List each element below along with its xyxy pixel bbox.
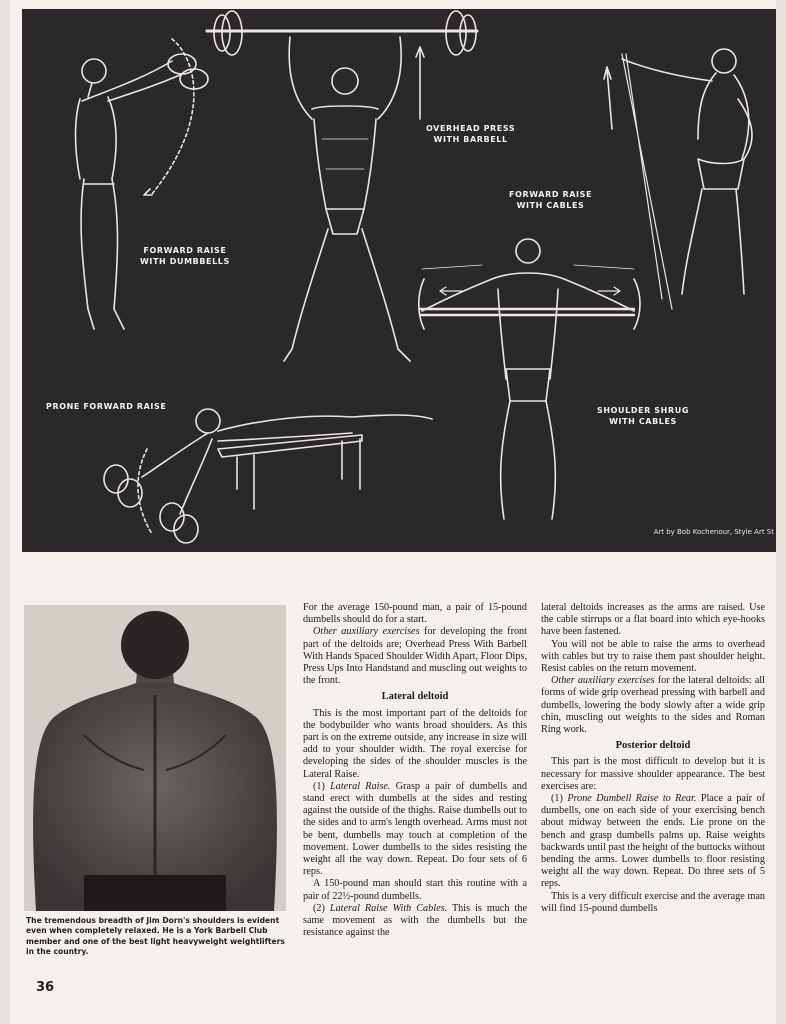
section-heading-posterior-deltoid: Posterior deltoid (615, 740, 691, 752)
paragraph: lateral deltoids increases as the arms are raised. Use the cable stirrups or a flat board into which eye-hooks have been fastened. (541, 602, 765, 638)
item-number: (2) (313, 902, 330, 914)
caption-forward-raise-dumbbells (140, 245, 230, 267)
italic-phrase: Lateral Raise With Cables. (329, 902, 448, 914)
figure-sketches (22, 9, 776, 552)
item-number: (1) (313, 780, 331, 792)
italic-phrase: Lateral Raise. (330, 780, 391, 792)
caption-shoulder-shrug (597, 405, 689, 427)
art-credit: Art by Bob Kochenour, Style Art St (653, 528, 774, 536)
text-column-1 (303, 602, 527, 939)
paragraph-text: Grasp a pair of dumbells and stand erect with dumbells at the sides and resting against the outside of the thighs. Raise dumbells out to the sides and to arm's length overhead. Arms must not be bent, dumbells may touch at completion of the movement. Lower dumbells to the sides resisting the weight all the way down. Repeat. Do four sets of 6 reps. (303, 780, 527, 878)
caption-line: WITH CABLES (516, 201, 585, 210)
text-column-2 (541, 602, 765, 915)
caption-overhead-press (426, 123, 515, 145)
italic-phrase: Other auxiliary exercises (313, 626, 420, 638)
figure-forward-raise-cables (604, 49, 752, 309)
paragraph: A 150-pound man should start this routine with a pair of 22½-pound dumbells. (303, 878, 527, 902)
paragraph-text: for the lateral deltoids: all forms of wide grip overhead pressing with barbell and dumbells, lowering the body slowly after a wide grip chin, muscling out weights to the sides and Roman Ring work. (541, 675, 765, 736)
paragraph: This is the most important part of the deltoids for the bodybuilder who wants broad shoulders. As this part is on the extreme outside, any increase in size will add to your shoulder width. The royal exercise for developing the sides of the shoulder muscles is the Lateral Raise. (303, 707, 527, 780)
paragraph-text: for developing the front part of the deltoids are; Overhead Press With Barbell With Hands Spaced Shoulder Width Apart, Floor Dips, Press Ups Into Handstand and muscling out weights to the front. (303, 626, 527, 687)
caption-line: WITH DUMBBELLS (140, 257, 230, 266)
paragraph (303, 626, 527, 687)
figure-prone-forward-raise (104, 409, 432, 543)
paragraph-text: Place a pair of dumbells, one on each side of your exercising bench about midway between the ends. Lie prone on the bench and grasp dumbells palms up. Raise weights backwards until past the height of the buttocks without bending the arms. Lower dumbells to floor resisting weight all the way down. Repeat. Do three sets of 5 reps. (541, 793, 765, 890)
caption-line: FORWARD RAISE (143, 246, 227, 255)
caption-line: FORWARD RAISE (509, 190, 593, 199)
exercise-illustration (22, 9, 776, 552)
caption-line: WITH CABLES (609, 417, 677, 426)
paragraph: This part is the most difficult to develop but it is necessary for massive shoulder appearance. The best exercises are: (541, 756, 765, 792)
caption-prone-forward-raise: PRONE FORWARD RAISE (46, 402, 167, 411)
paragraph (303, 781, 527, 879)
page-number: 36 (36, 980, 55, 995)
figure-shoulder-shrug-cables (419, 239, 640, 519)
italic-phrase: Other auxiliary exercises (551, 675, 655, 687)
caption-line: SHOULDER SHRUG (597, 406, 689, 415)
caption-line: WITH BARBELL (433, 135, 508, 144)
figure-forward-raise-dumbbells (76, 39, 209, 329)
paragraph: For the average 150-pound man, a pair of 15-pound dumbells should do for a start. (303, 602, 527, 626)
caption-forward-raise-cables (509, 189, 592, 211)
caption-line: OVERHEAD PRESS (426, 124, 516, 133)
photo-jim-dorn (24, 605, 286, 911)
photo-caption: The tremendous breadth of Jim Dorn's shoulders is evident even when completely relaxed. He is a York Barbell Club member and one of the best light heavyweight weightlifters in the country. (26, 916, 285, 957)
paragraph-text: This is much the same movement as with the dumbells but the resistance against the (303, 902, 527, 939)
paragraph: You will not be able to raise the arms to overhead with cables but try to raise them past shoulder height. Resist cables on the return movement. (541, 638, 765, 675)
italic-phrase: Prone Dumbell Raise to Rear. (567, 793, 697, 805)
paragraph (541, 793, 765, 891)
paragraph (303, 903, 527, 940)
section-heading-lateral-deltoid: Lateral deltoid (381, 691, 449, 703)
paragraph: This is a very difficult exercise and the average man will find 15-pound dumbells (541, 890, 765, 914)
paragraph (541, 675, 765, 736)
item-number: (1) (551, 793, 568, 805)
photo-back-figure (24, 605, 286, 911)
